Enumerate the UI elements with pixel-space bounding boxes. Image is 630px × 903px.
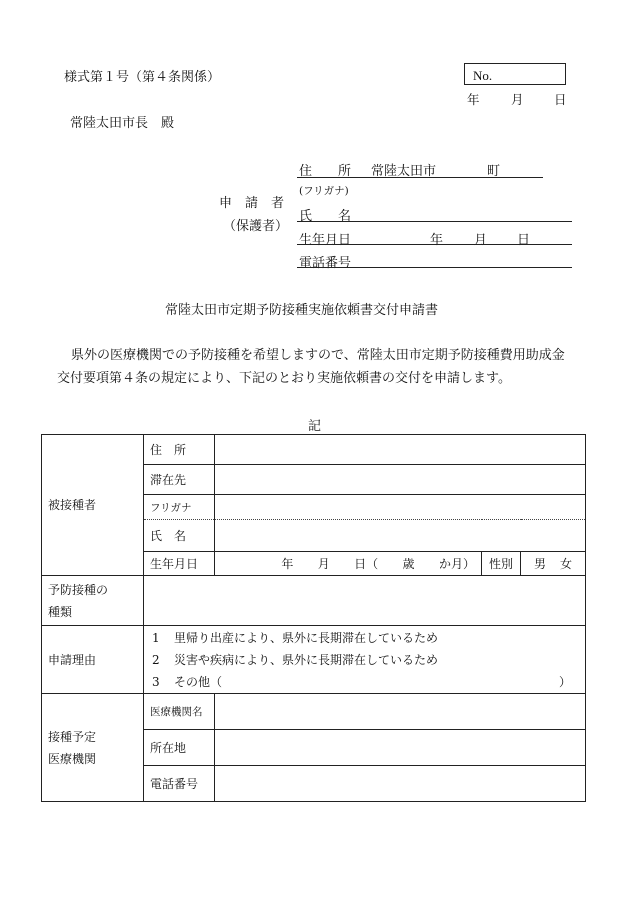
table-row xyxy=(42,576,586,626)
vaccine-type-label-line1: 予防接種の xyxy=(48,582,109,597)
birth-day-open-label: 日（ xyxy=(354,557,379,571)
clinic-name-field[interactable] xyxy=(215,694,586,730)
recipient-address-field[interactable] xyxy=(215,435,586,465)
vaccine-type-label-line2: 種類 xyxy=(48,604,73,619)
applicant-furigana-label: (フリガナ) xyxy=(299,185,349,197)
applicant-address-label: 住 所 xyxy=(299,164,352,179)
applicant-label: 申 請 者 xyxy=(219,196,285,211)
number-label: No. xyxy=(473,68,493,83)
applicant-phone-label: 電話番号 xyxy=(299,256,352,271)
date-day-label: 日 xyxy=(554,92,567,107)
table-row xyxy=(42,626,586,694)
reason-num-1: 1 xyxy=(152,630,160,645)
reason-num-2: 2 xyxy=(152,652,160,667)
applicant-address-town: 町 xyxy=(487,164,501,179)
applicant-name-label: 氏 名 xyxy=(299,209,352,224)
sex-field[interactable] xyxy=(521,552,586,576)
recipient-label: 被接種者 xyxy=(42,435,144,576)
applicant-address-city: 常陸太田市 xyxy=(371,164,437,179)
birth-age-label: 歳 xyxy=(402,557,415,571)
applicant-address-line[interactable] xyxy=(297,177,543,178)
applicant-birth-year: 年 xyxy=(430,233,444,248)
recipient-birth-label: 生年月日 xyxy=(144,552,215,576)
body-paragraph: 県外の医療機関での予防接種を希望しますので、常陸太田市定期予防接種費用助成金交付要項第４条の規定により、下記のとおり実施依頼書の交付を申請します。 xyxy=(57,348,565,386)
recipient-furigana-label: フリガナ xyxy=(144,495,215,520)
reason-option-2[interactable] xyxy=(152,649,579,671)
reason-close-paren: ） xyxy=(559,675,572,689)
clinic-location-label: 所在地 xyxy=(144,730,215,766)
document-title: 常陸太田市定期予防接種実施依頼書交付申請書 xyxy=(165,303,439,318)
recipient-stay-field[interactable] xyxy=(215,465,586,495)
applicant-phone-line[interactable] xyxy=(297,267,572,268)
form-number: 様式第１号（第４条関係） xyxy=(64,70,221,85)
number-box[interactable] xyxy=(464,63,566,85)
table-row xyxy=(42,435,586,465)
table-row xyxy=(42,694,586,730)
clinic-name-label: 医療機関名 xyxy=(144,694,215,730)
clinic-phone-field[interactable] xyxy=(215,766,586,802)
clinic-label-line1: 接種予定 xyxy=(48,729,97,744)
birth-months-close-label: か月） xyxy=(438,557,475,571)
birth-year-label: 年 xyxy=(281,557,294,571)
date-year-label: 年 xyxy=(467,92,480,107)
recipient-stay-label: 滞在先 xyxy=(144,465,215,495)
recipient-address-label: 住 所 xyxy=(144,435,215,465)
clinic-label xyxy=(42,694,144,802)
reason-label: 申請理由 xyxy=(42,626,144,694)
birth-month-label: 月 xyxy=(317,557,330,571)
date-month-label: 月 xyxy=(511,92,524,107)
addressee: 常陸太田市長 殿 xyxy=(70,116,175,131)
recipient-name-field[interactable] xyxy=(215,520,586,552)
applicant-birth-month: 月 xyxy=(474,233,488,248)
reason-text-2: 災害や疾病により、県外に長期滞在しているため xyxy=(174,653,439,667)
reason-text-1: 里帰り出産により、県外に長期滞在しているため xyxy=(174,631,439,645)
applicant-name-line[interactable] xyxy=(297,221,572,222)
vaccine-type-label xyxy=(42,576,144,626)
sex-female-option[interactable]: 女 xyxy=(559,557,572,571)
reason-option-3[interactable] xyxy=(152,671,579,693)
sex-male-option[interactable]: 男 xyxy=(533,557,546,571)
sex-label: 性別 xyxy=(482,552,521,576)
ki-label: 記 xyxy=(308,419,322,434)
applicant-birth-day: 日 xyxy=(517,233,531,248)
recipient-furigana-field[interactable] xyxy=(215,495,586,520)
recipient-name-label: 氏 名 xyxy=(144,520,215,552)
reason-options[interactable] xyxy=(144,626,586,694)
clinic-label-line2: 医療機関 xyxy=(48,751,97,766)
vaccine-type-field[interactable] xyxy=(144,576,586,626)
clinic-location-field[interactable] xyxy=(215,730,586,766)
reason-text-3: その他（ xyxy=(174,675,223,689)
recipient-birth-field[interactable] xyxy=(215,552,482,576)
reason-num-3: 3 xyxy=(152,674,160,689)
applicant-birth-line[interactable] xyxy=(297,244,572,245)
reason-option-1[interactable] xyxy=(152,627,579,649)
application-table xyxy=(41,434,586,802)
guardian-label: （保護者） xyxy=(223,219,289,234)
clinic-phone-label: 電話番号 xyxy=(144,766,215,802)
applicant-birth-label: 生年月日 xyxy=(299,233,352,248)
